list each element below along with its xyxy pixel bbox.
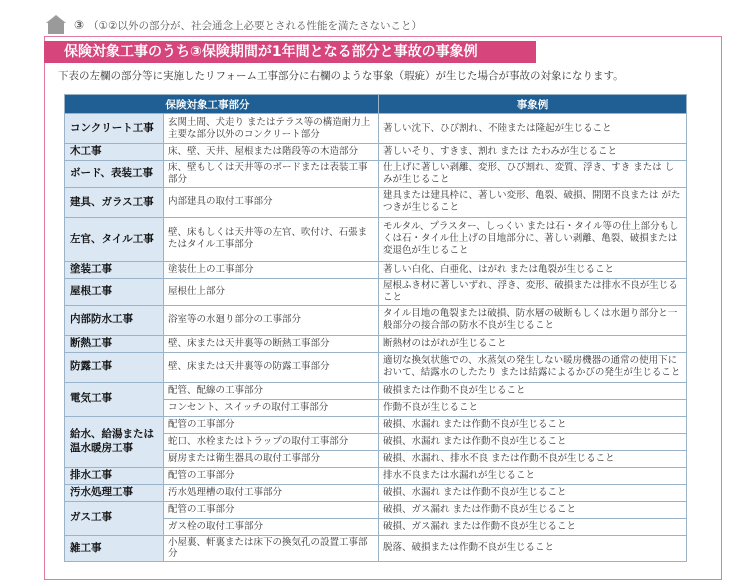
table-row xyxy=(65,484,687,501)
row-part: 塗装仕上の工事部分 xyxy=(164,261,379,278)
row-category: ボード、表装工事 xyxy=(65,161,164,188)
breadcrumb-text: （①②以外の部分が、社会通念上必要とされる性能を満たさないこと） xyxy=(88,19,422,32)
row-example: 破損または作動不良が生じること xyxy=(379,382,687,399)
row-example: モルタル、プラスター、しっくい または石・タイル等の仕上部分もしくは石・タイル仕上げの目地部分に、著しい剥離、亀裂、破損または変退色が生じること xyxy=(379,217,687,261)
table-row xyxy=(65,416,687,433)
breadcrumb xyxy=(46,14,422,36)
row-part: 配管の工事部分 xyxy=(164,501,379,518)
row-example: 著しい白化、白亜化、はがれ または亀裂が生じること xyxy=(379,261,687,278)
row-category: コンクリート工事 xyxy=(65,114,164,144)
row-category: 給水、給湯または温水暖房工事 xyxy=(65,416,164,467)
header-spacer xyxy=(65,95,164,114)
row-part: 床、壁もしくは天井等のボードまたは表装工事部分 xyxy=(164,161,379,188)
row-example: 適切な換気状態での、水蒸気の発生しない暖房機器の通常の使用下において、結露水のしたたり または結露によるかびの発生が生じること xyxy=(379,352,687,382)
row-category: 断熱工事 xyxy=(65,335,164,352)
table-row xyxy=(65,467,687,484)
table-row xyxy=(65,114,687,144)
table-row xyxy=(65,161,687,188)
row-category: 電気工事 xyxy=(65,382,164,416)
row-category: 木工事 xyxy=(65,144,164,161)
section-title: 保険対象工事のうち③保険期間が1年間となる部分と事故の事象例 xyxy=(64,44,478,60)
table-row xyxy=(65,535,687,562)
row-example: タイル目地の亀裂または破損、防水層の破断もしくは水廻り部分と一般部分の接合部の防水不良が生じること xyxy=(379,305,687,335)
row-part: 壁、床もしくは天井等の左官、吹付け、石張またはタイル工事部分 xyxy=(164,217,379,261)
home-icon xyxy=(46,15,66,35)
row-example: 破損、ガス漏れ または作動不良が生じること xyxy=(379,501,687,518)
table-row xyxy=(65,335,687,352)
row-category: 内部防水工事 xyxy=(65,305,164,335)
breadcrumb-number: ③ xyxy=(74,18,85,32)
row-part: 配管、配線の工事部分 xyxy=(164,382,379,399)
row-category: ガス工事 xyxy=(65,501,164,535)
header-example: 事象例 xyxy=(379,95,687,114)
section-intro: 下表の左欄の部分等に実施したリフォーム工事部分に右欄のような事象（瑕疵）が生じた場合が事故の対象になります。 xyxy=(58,70,624,82)
table-row xyxy=(65,278,687,305)
row-category: 屋根工事 xyxy=(65,278,164,305)
row-example: 断熱材のはがれが生じること xyxy=(379,335,687,352)
row-example: 建具または建具枠に、著しい変形、亀裂、破損、開閉不良または がたつきが生じること xyxy=(379,187,687,217)
row-example: 破損、水漏れ または作動不良が生じること xyxy=(379,433,687,450)
table-row xyxy=(65,501,687,518)
row-category: 左官、タイル工事 xyxy=(65,217,164,261)
coverage-table xyxy=(64,94,687,562)
row-example: 著しいそり、すきま、割れ または たわみが生じること xyxy=(379,144,687,161)
row-example: 破損、水漏れ または作動不良が生じること xyxy=(379,484,687,501)
row-part: 配管の工事部分 xyxy=(164,416,379,433)
table-row xyxy=(65,187,687,217)
row-category: 建具、ガラス工事 xyxy=(65,187,164,217)
row-part: 内部建具の取付工事部分 xyxy=(164,187,379,217)
table-header-row xyxy=(65,95,687,114)
row-part: コンセント、スイッチの取付工事部分 xyxy=(164,399,379,416)
row-example: 破損、水漏れ または作動不良が生じること xyxy=(379,416,687,433)
row-category: 塗装工事 xyxy=(65,261,164,278)
row-category: 雑工事 xyxy=(65,535,164,562)
row-part: 配管の工事部分 xyxy=(164,467,379,484)
row-part: 蛇口、水栓またはトラップの取付工事部分 xyxy=(164,433,379,450)
table-row xyxy=(65,352,687,382)
row-part: 壁、床または天井裏等の断熱工事部分 xyxy=(164,335,379,352)
row-part: 小屋裏、軒裏または床下の換気孔の設置工事部分 xyxy=(164,535,379,562)
row-example: 破損、水漏れ、排水不良 または作動不良が生じること xyxy=(379,450,687,467)
row-category: 排水工事 xyxy=(65,467,164,484)
row-part: 玄関土間、犬走り またはテラス等の構造耐力上主要な部分以外のコンクリート部分 xyxy=(164,114,379,144)
row-example: 仕上げに著しい剥離、変形、ひび割れ、変質、浮き、すき または しみが生じること xyxy=(379,161,687,188)
row-part: 汚水処理槽の取付工事部分 xyxy=(164,484,379,501)
table-row xyxy=(65,144,687,161)
row-category: 汚水処理工事 xyxy=(65,484,164,501)
row-part: 浴室等の水廻り部分の工事部分 xyxy=(164,305,379,335)
table-row xyxy=(65,261,687,278)
row-part: 床、壁、天井、屋根または階段等の木造部分 xyxy=(164,144,379,161)
row-part: 屋根仕上部分 xyxy=(164,278,379,305)
row-part: 厨房または衛生器具の取付工事部分 xyxy=(164,450,379,467)
row-category: 防露工事 xyxy=(65,352,164,382)
row-example: 著しい沈下、ひび割れ、不陸または隆起が生じること xyxy=(379,114,687,144)
table-row xyxy=(65,217,687,261)
row-part: ガス栓の取付工事部分 xyxy=(164,518,379,535)
row-part: 壁、床または天井裏等の防露工事部分 xyxy=(164,352,379,382)
row-example: 脱落、破損または作動不良が生じること xyxy=(379,535,687,562)
row-example: 作動不良が生じること xyxy=(379,399,687,416)
table-row xyxy=(65,305,687,335)
table-row xyxy=(65,382,687,399)
row-example: 屋根ふき材に著しいずれ、浮き、変形、破損または排水不良が生じること xyxy=(379,278,687,305)
row-example: 破損、ガス漏れ または作動不良が生じること xyxy=(379,518,687,535)
row-example: 排水不良または水漏れが生じること xyxy=(379,467,687,484)
header-part: 保険対象工事部分 xyxy=(164,95,379,114)
